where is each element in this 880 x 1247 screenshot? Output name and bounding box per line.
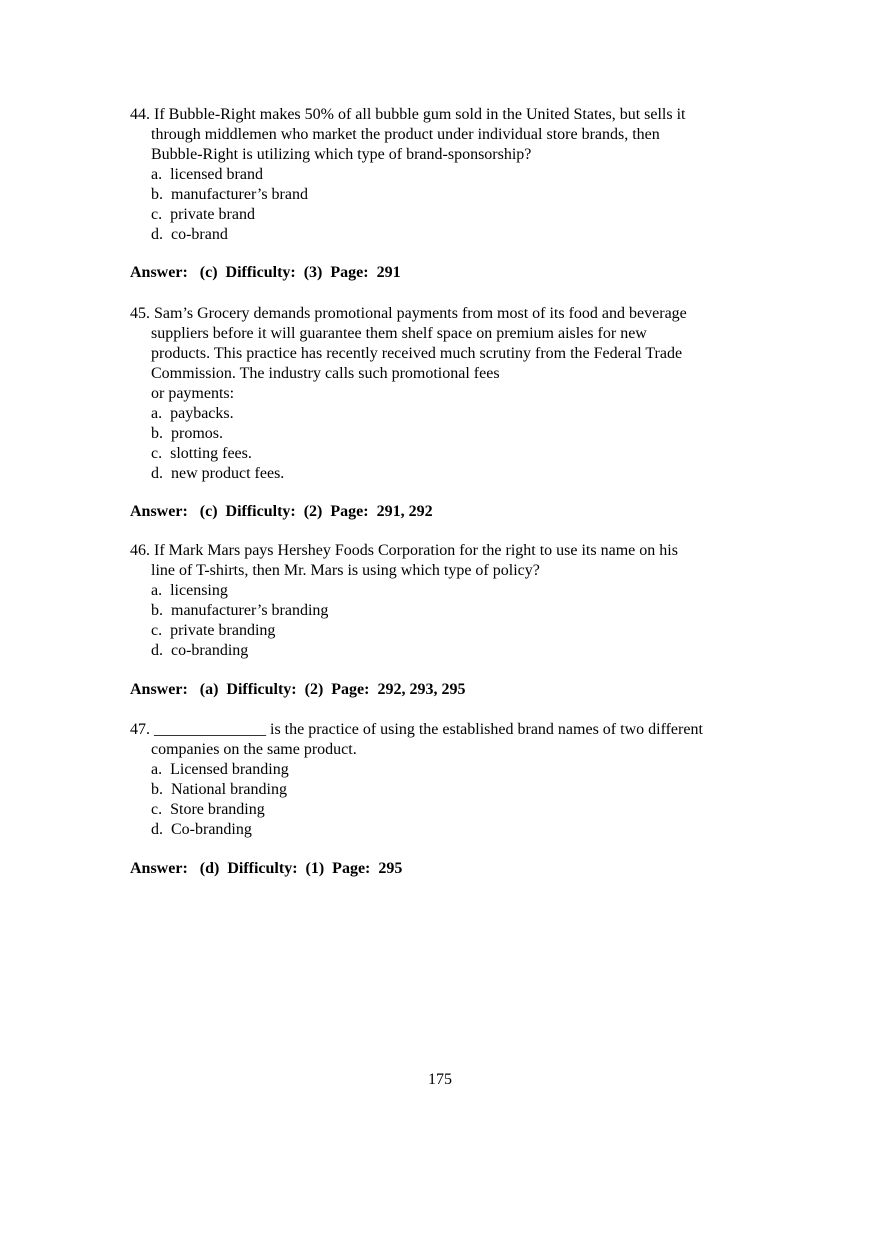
- question-stem: 45. Sam’s Grocery demands promotional payments from most of its food and beverage suppliers before it will guarantee them shelf space on premium aisles for new products. This practice has recently received much scrutiny from the Federal Trade Commission. The industry calls such promotional fees or payments:: [130, 305, 687, 402]
- option-d: d. new product fees.: [151, 465, 285, 482]
- question-stem: 46. If Mark Mars pays Hershey Foods Corporation for the right to use its name on his line of T-shirts, then Mr. Mars is using which type of policy?: [130, 542, 678, 579]
- answer-line-45: Answer: (c) Difficulty: (2) Page: 291, 292: [130, 503, 433, 520]
- option-b: b. manufacturer’s brand: [151, 186, 308, 203]
- question-44: [130, 105, 770, 245]
- answer-line-44: Answer: (c) Difficulty: (3) Page: 291: [130, 264, 401, 281]
- option-a: a. paybacks.: [151, 405, 234, 422]
- option-a: a. Licensed branding: [151, 761, 289, 778]
- option-d: d. co-brand: [151, 226, 228, 243]
- option-d: d. co-branding: [151, 642, 249, 659]
- option-c: c. slotting fees.: [151, 445, 252, 462]
- option-b: b. National branding: [151, 781, 287, 798]
- answer-options: [130, 165, 770, 245]
- answer-line-46: Answer: (a) Difficulty: (2) Page: 292, 293, 295: [130, 681, 466, 698]
- option-a: a. licensing: [151, 582, 228, 599]
- option-c: c. private branding: [151, 622, 276, 639]
- answer-options: [130, 404, 770, 484]
- option-d: d. Co-branding: [151, 821, 252, 838]
- answer-line-47: Answer: (d) Difficulty: (1) Page: 295: [130, 860, 403, 877]
- answer-options: [130, 760, 770, 840]
- option-a: a. licensed brand: [151, 166, 263, 183]
- question-stem: 47. ______________ is the practice of using the established brand names of two different companies on the same product.: [130, 721, 703, 758]
- question-46: [130, 541, 770, 661]
- option-b: b. promos.: [151, 425, 223, 442]
- question-45: [130, 304, 770, 484]
- option-c: c. Store branding: [151, 801, 265, 818]
- question-stem: 44. If Bubble-Right makes 50% of all bubble gum sold in the United States, but sells it through middlemen who market the product under individual store brands, then Bubble-Right is utilizing which type of brand-sponsorship?: [130, 106, 686, 163]
- page-number: 175: [428, 1071, 452, 1088]
- option-b: b. manufacturer’s branding: [151, 602, 329, 619]
- question-47: [130, 720, 770, 840]
- answer-options: [130, 581, 770, 661]
- option-c: c. private brand: [151, 206, 255, 223]
